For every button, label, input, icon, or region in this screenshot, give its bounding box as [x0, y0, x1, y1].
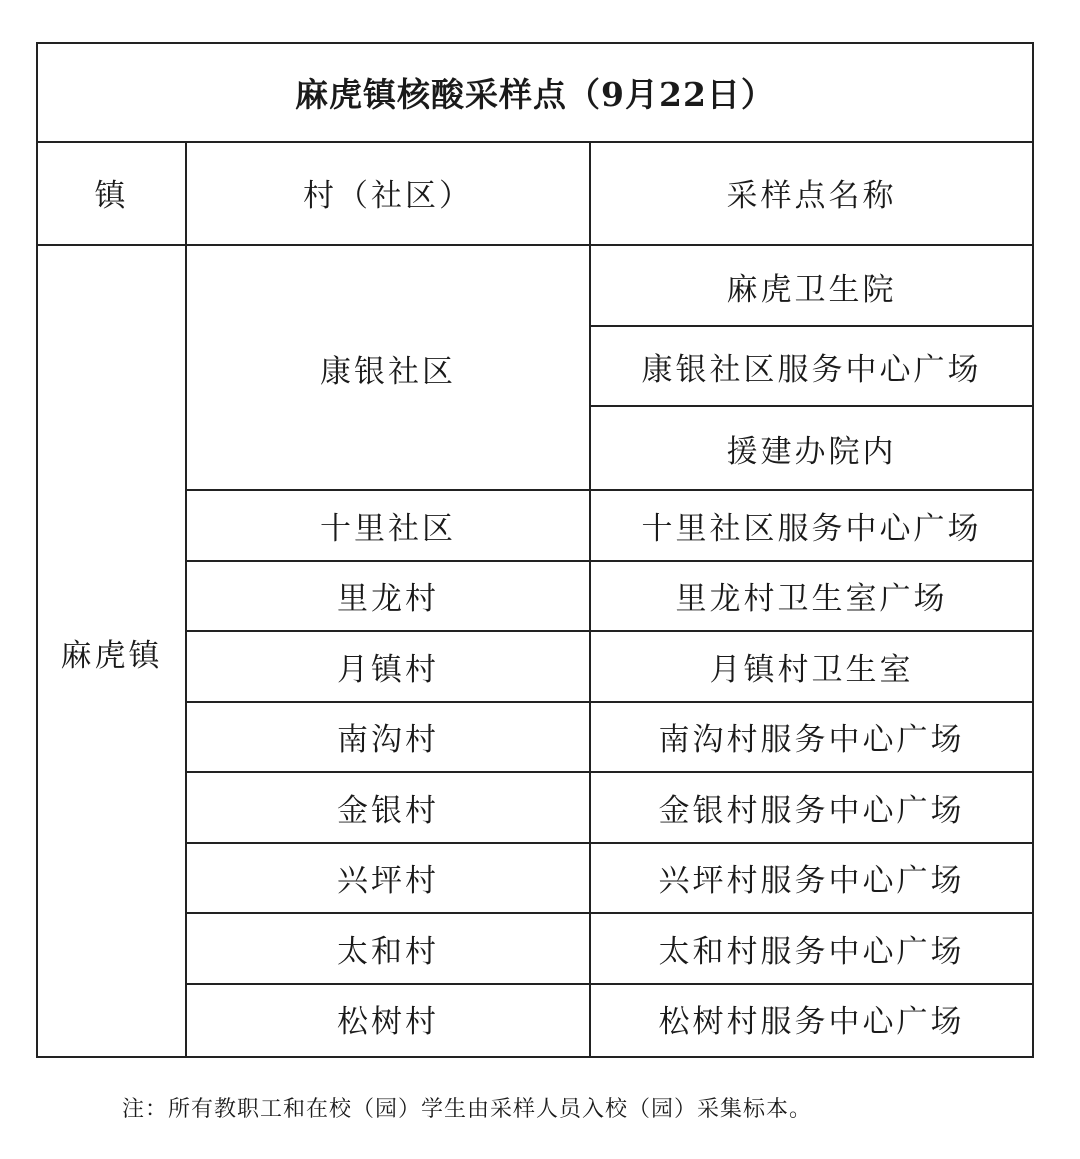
header-town: 镇 — [94, 178, 129, 214]
village-cell: 康银社区 — [320, 353, 456, 390]
site-cell: 麻虎卫生院 — [726, 271, 897, 308]
site-cell: 里龙村卫生室广场 — [675, 581, 948, 618]
site-cell: 康银社区服务中心广场 — [641, 351, 982, 388]
header-site: 采样点名称 — [726, 178, 897, 214]
village-cell: 金银村 — [337, 792, 439, 829]
village-cell: 十里社区 — [320, 510, 456, 547]
header-village: 村（社区） — [303, 178, 473, 214]
footnote: 注：所有教职工和在校（园）学生由采样人员入校（园）采集标本。 — [122, 1097, 813, 1122]
village-cell: 月镇村 — [337, 651, 439, 688]
village-cell: 南沟村 — [337, 722, 439, 759]
village-cell: 兴坪村 — [337, 863, 439, 900]
table-title: 麻虎镇核酸采样点（9月22日） — [38, 44, 1032, 143]
site-cell: 金银村服务中心广场 — [658, 792, 965, 829]
site-cell: 松树村服务中心广场 — [658, 1004, 965, 1041]
sampling-sites-table — [36, 42, 1034, 1058]
site-cell: 太和村服务中心广场 — [658, 933, 965, 970]
site-cell: 十里社区服务中心广场 — [641, 510, 982, 547]
village-cell: 里龙村 — [337, 581, 439, 618]
village-cell: 太和村 — [337, 933, 439, 970]
village-cell: 松树村 — [337, 1004, 439, 1041]
site-cell: 月镇村卫生室 — [709, 651, 914, 688]
site-cell: 南沟村服务中心广场 — [658, 722, 965, 759]
town-cell: 麻虎镇 — [60, 637, 163, 674]
site-cell: 援建办院内 — [726, 433, 897, 470]
site-cell: 兴坪村服务中心广场 — [658, 863, 965, 900]
